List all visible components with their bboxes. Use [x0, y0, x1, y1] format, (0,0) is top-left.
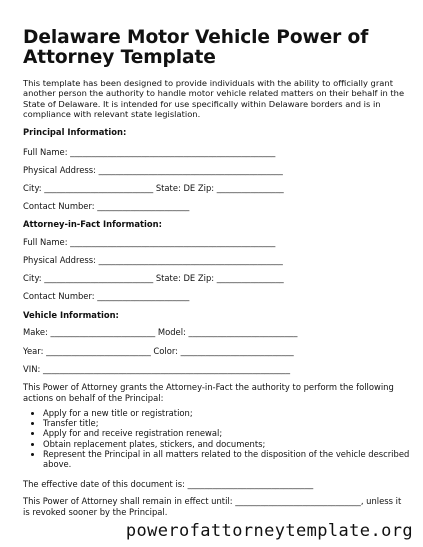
list-item: • Represent the Principal in all matters related to the disposition of the vehicle described above.: [43, 449, 411, 469]
list-item: • Transfer title;: [43, 418, 411, 428]
vehicle-vin-field[interactable]: VIN: ___________________________________________________________: [23, 364, 291, 374]
vehicle-year-color-field[interactable]: Year: _________________________ Color: ___________________________: [23, 346, 294, 356]
grant-paragraph: This Power of Attorney grants the Attorney-in-Fact the authority to perform the following actions on behalf of the Principal:: [23, 382, 394, 403]
attorney-address-field[interactable]: Physical Address: ____________________________________________: [23, 255, 283, 265]
footer-watermark: powerofattorneytemplate.org: [125, 521, 413, 541]
vehicle-heading: Vehicle Information:: [23, 310, 119, 320]
intro-paragraph: This template has been designed to provide individuals with the ability to officially grant another person the authority to handle motor vehicle related matters on their behalf in the State of Delaware. It is intended for use specifically within Delaware borders and is in compliance with relevant state legislation.: [23, 78, 405, 120]
principal-city-state-zip-field[interactable]: City: __________________________ State: DE Zip: ________________: [23, 183, 284, 193]
document-title: Delaware Motor Vehicle Power of Attorney Template: [23, 27, 369, 68]
list-item: • Apply for a new title or registration;: [43, 408, 411, 418]
document-page: [23, 28, 408, 120]
attorney-city-state-zip-field[interactable]: City: __________________________ State: DE Zip: ________________: [23, 273, 284, 283]
list-item: • Obtain replacement plates, stickers, and documents;: [43, 439, 411, 449]
list-item: • Apply for and receive registration renewal;: [43, 428, 411, 438]
actions-list: [23, 408, 411, 469]
principal-heading: Principal Information:: [23, 127, 127, 137]
vehicle-make-model-field[interactable]: Make: _________________________ Model: __________________________: [23, 327, 298, 337]
effective-date-field[interactable]: The effective date of this document is: ______________________________: [23, 479, 314, 489]
principal-address-field[interactable]: Physical Address: ____________________________________________: [23, 165, 283, 175]
principal-full-name-field[interactable]: Full Name: _________________________________________________: [23, 147, 276, 157]
attorney-full-name-field[interactable]: Full Name: _________________________________________________: [23, 237, 276, 247]
attorney-heading: Attorney-in-Fact Information:: [23, 219, 162, 229]
remain-in-effect-paragraph: This Power of Attorney shall remain in effect until: ______________________________, unless it is revoked sooner by the Principal.: [23, 496, 402, 517]
attorney-contact-field[interactable]: Contact Number: ______________________: [23, 291, 190, 301]
principal-contact-field[interactable]: Contact Number: ______________________: [23, 201, 190, 211]
